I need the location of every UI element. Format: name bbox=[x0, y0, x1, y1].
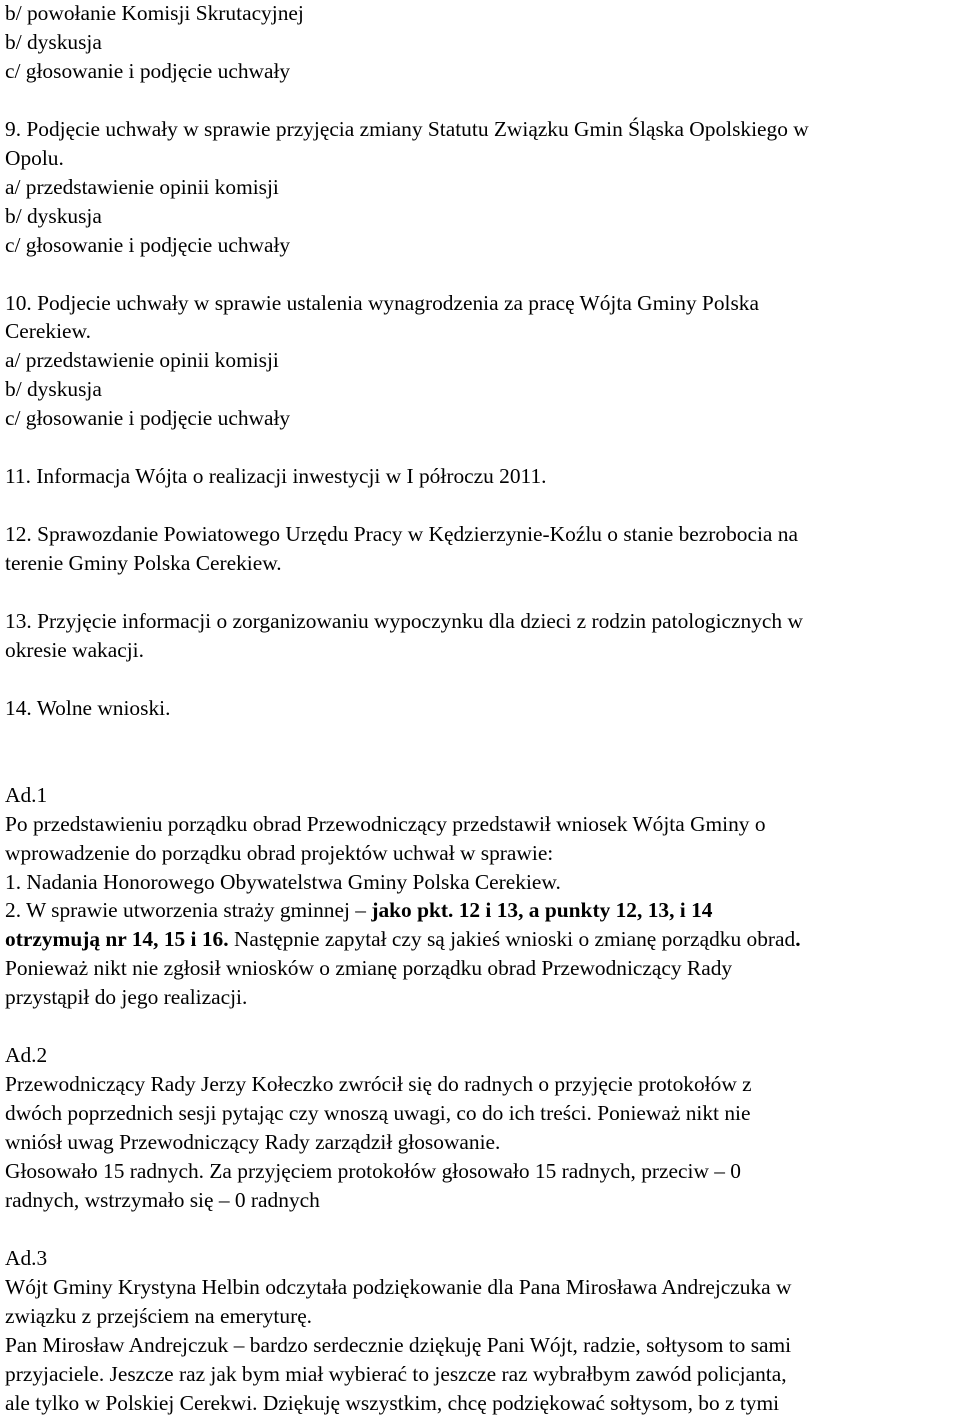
text-line: radnych, wstrzymało się – 0 radnych bbox=[5, 1188, 320, 1212]
text-line: b/ dyskusja bbox=[5, 203, 102, 228]
text-segment: Następnie zapytał czy są jakieś wnioski o zmianę porządku obrad bbox=[228, 927, 796, 952]
text-line bbox=[5, 925, 801, 953]
text-line: 1. Nadania Honorowego Obywatelstwa Gminy Polska Cerekiew. bbox=[5, 869, 561, 894]
text-line: c/ głosowanie i podjęcie uchwały bbox=[5, 58, 291, 83]
bold-text-segment: . bbox=[795, 927, 801, 952]
text-line: Cerekiew. bbox=[5, 319, 91, 344]
text-line: Przewodniczący Rady Jerzy Kołeczko zwrócił się do radnych o przyjęcie protokołów z bbox=[5, 1072, 752, 1097]
text-line: Ad.1 bbox=[5, 782, 48, 807]
text-line: ale tylko w Polskiej Cerekwi. Dziękuję wszystkim, chcę podziękować sołtysom, bo z tymi bbox=[5, 1390, 780, 1415]
text-line: a/ przedstawienie opinii komisji bbox=[5, 174, 279, 199]
text-line: Opolu. bbox=[5, 145, 64, 170]
text-segment: 2. W sprawie utworzenia straży gminnej – bbox=[5, 898, 372, 923]
text-line: Pan Mirosław Andrejczuk – bardzo serdecznie dziękuję Pani Wójt, radzie, sołtysom to sami bbox=[5, 1332, 792, 1357]
text-line: 10. Podjecie uchwały w sprawie ustalenia wynagrodzenia za pracę Wójta Gminy Polska bbox=[5, 290, 759, 315]
text-line: Ad.2 bbox=[5, 1043, 48, 1068]
text-line: Ponieważ nikt nie zgłosił wniosków o zmianę porządku obrad Przewodniczący Rady bbox=[5, 956, 733, 981]
text-line: b/ powołanie Komisji Skrutacyjnej bbox=[5, 1, 304, 25]
text-line bbox=[5, 896, 712, 924]
text-line: przystąpił do jego realizacji. bbox=[5, 985, 248, 1010]
text-line: wniósł uwag Przewodniczący Rady zarządził głosowanie. bbox=[5, 1130, 501, 1154]
text-line: 13. Przyjęcie informacji o zorganizowaniu wypoczynku dla dzieci z rodzin patologicznych w bbox=[5, 608, 803, 633]
text-line: c/ głosowanie i podjęcie uchwały bbox=[5, 232, 291, 257]
text-line: c/ głosowanie i podjęcie uchwały bbox=[5, 406, 291, 431]
bold-text-segment: jako pkt. 12 i 13, a punkty 12, 13, i 14 bbox=[371, 898, 713, 923]
text-line: Głosowało 15 radnych. Za przyjęciem protokołów głosowało 15 radnych, przeciw – 0 bbox=[5, 1159, 741, 1183]
text-line: związku z przejściem na emeryturę. bbox=[5, 1303, 313, 1328]
text-line: Po przedstawieniu porządku obrad Przewodniczący przedstawił wniosek Wójta Gminy o bbox=[5, 811, 766, 836]
text-line: 12. Sprawozdanie Powiatowego Urzędu Pracy w Kędzierzynie-Koźlu o stanie bezrobocia na bbox=[5, 522, 798, 547]
text-line: a/ przedstawienie opinii komisji bbox=[5, 348, 279, 373]
text-line: wprowadzenie do porządku obrad projektów uchwał w sprawie: bbox=[5, 840, 554, 865]
text-line: przyjaciele. Jeszcze raz jak bym miał wybierać to jeszcze raz wybrałbym zawód policjanta, bbox=[5, 1361, 787, 1386]
text-line: terenie Gminy Polska Cerekiew. bbox=[5, 551, 282, 575]
text-line: Ad.3 bbox=[5, 1245, 48, 1270]
text-line: 9. Podjęcie uchwały w sprawie przyjęcia zmiany Statutu Związku Gmin Śląska Opolskiego w bbox=[5, 116, 809, 141]
text-line: b/ dyskusja bbox=[5, 377, 102, 402]
text-line: okresie wakacji. bbox=[5, 637, 144, 662]
text-line: 11. Informacja Wójta o realizacji inwestycji w I półroczu 2011. bbox=[5, 464, 547, 489]
document-page bbox=[5, 0, 955, 1428]
bold-text-segment: otrzymują nr 14, 15 i 16. bbox=[5, 927, 229, 952]
text-line: 14. Wolne wnioski. bbox=[5, 695, 171, 720]
text-line: Wójt Gminy Krystyna Helbin odczytała podziękowanie dla Pana Mirosława Andrejczuka w bbox=[5, 1274, 792, 1299]
text-line: dwóch poprzednich sesji pytając czy wnoszą uwagi, co do ich treści. Ponieważ nikt nie bbox=[5, 1101, 751, 1126]
text-line: b/ dyskusja bbox=[5, 29, 102, 54]
